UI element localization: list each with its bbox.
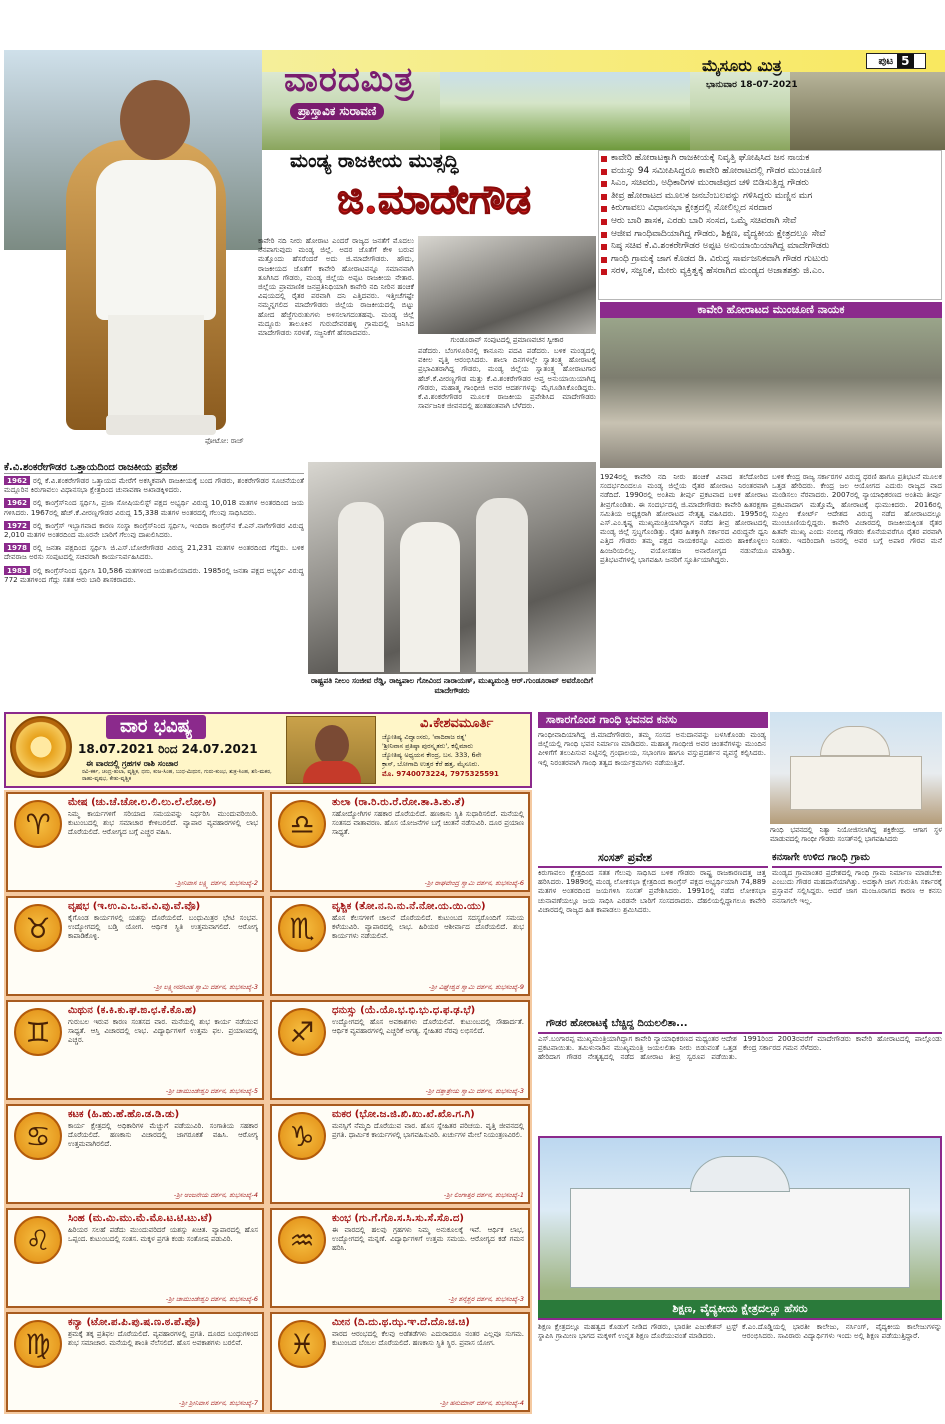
cauvery-col-2: ಬಳಿಕ ಕೇಂದ್ರ ರಾಜ್ಯ ಸರ್ಕಾರಗಳ ವಿರುದ್ಧ ಧರಣಿ ಹಾಗೂ ಪ್ರತಿಭಟನೆ ಮೂಲಕ ಒತ್ತಡ ಹೇರಿದರು. ಕೇಂದ್ರ ಜಲ ಆಯೋಗದ ಎದುರು ರಾಜ್ಯದ ವಾದ ಮಂಡಿಸಲು ನೆರವಾದರು. 2007ರಲ್ಲಿ ನ್ಯಾಯಾಧಿಕರಣದ ಅಂತಿಮ ತೀರ್ಪು ಪ್ರಕಟವಾದಾಗ ಮತ್ತೊಮ್ಮೆ ಹೋರಾಟಕ್ಕೆ ಧುಮುಕಿದರು. 2016ರಲ್ಲಿ ಸುಪ್ರೀಂ ಕೋರ್ಟ್ ಆದೇಶದ ವಿರುದ್ಧ ನಡೆದ ಹೋರಾಟದಲ್ಲೂ ಮುಂಚೂಣಿಯಲ್ಲಿದ್ದರು. ಕಾವೇರಿ ವಿಚಾರದಲ್ಲಿ ರಾಜಕೀಯಕ್ಕಿಂತ ರೈತರ ಹಿತವೇ ಮುಖ್ಯ ಎಂದು ನಂಬಿದ್ದ ಗೌಡರು ಕೊನೆಯವರೆಗೂ ರೈತರ ಪರವಾಗಿ ನಿಂತರು. ಇದರಿಂದಾಗಿ ಜನರಲ್ಲಿ ಅವರ ಬಗ್ಗೆ ಅಪಾರ ಗೌರವ ಮನೆ ಮಾಡಿತ್ತು.: [772, 472, 942, 555]
rasi-remedy: -ಶ್ರೀ ಶ್ರೀನಿವಾಸ ದರ್ಶನ, ಶುಭಸಂಖ್ಯೆ-7: [178, 1399, 258, 1407]
rasi-remedy: -ಶ್ರೀ ಹನುಮಾನ್ ದರ್ಶನ, ಶುಭಸಂಖ್ಯೆ-4: [439, 1399, 524, 1407]
horoscope-dates: 18.07.2021 ರಿಂದ 24.07.2021: [78, 742, 258, 756]
rasi-name: ವೃಷಭ (ಇ.ಉ.ಎ.ಒ.ವ.ವಿ.ವು.ವೆ.ವೊ): [68, 901, 201, 912]
sagittarius-icon: ♐: [278, 1008, 326, 1056]
libra-icon: ♎: [278, 800, 326, 848]
rasi-text: ಕಾರ್ಯ ಕ್ಷೇತ್ರದಲ್ಲಿ ಅಧಿಕಾರಿಗಳ ಮೆಚ್ಚುಗೆ ಪಡೆಯುವಿರಿ. ಸಂಗಾತಿಯ ಸಹಕಾರ ದೊರೆಯಲಿದೆ. ಹಣಕಾಸು ವಿಚಾರದಲ್ಲಿ ಜಾಗರೂಕತೆ ವಹಿಸಿ. ಆರೋಗ್ಯ ಉತ್ತಮವಾಗಿರಲಿದೆ.: [68, 1122, 258, 1148]
presidential-photo: [308, 462, 596, 674]
entry-title: ಕೆ.ವಿ.ಶಂಕರೇಗೌಡರ ಒತ್ತಾಯದಿಂದ ರಾಜಕೀಯ ಪ್ರವೇಶ: [4, 462, 304, 474]
astrologer-phone: ಮೊ. 9740073224, 7975325591: [382, 770, 499, 778]
timeline-year: 1983: [4, 566, 30, 575]
protest-photo: [600, 318, 942, 468]
taurus-icon: ♉: [14, 904, 62, 952]
rasi-remedy: -ಶ್ರೀ ರಾಘವೇಂದ್ರ ಸ್ವಾಮಿ ದರ್ಶನ, ಶುಭಸಂಖ್ಯೆ-6: [424, 879, 524, 887]
page-label-box: [866, 53, 926, 69]
rasi-remedy: -ಶ್ರೀ ಲಿಂಗಾತ್ತರ ದರ್ಶನ, ಶುಭಸಂಖ್ಯೆ-1: [443, 1191, 524, 1199]
scorpio-icon: ♏: [278, 904, 326, 952]
timeline-year: 1978: [4, 543, 30, 552]
capricorn-icon: ♑: [278, 1112, 326, 1160]
cancer-icon: ♋: [14, 1112, 62, 1160]
rasi-dhanu: [270, 1000, 530, 1100]
gandhi-body: ಗಾಂಧೀವಾದಿಯಾಗಿದ್ದ ಜಿ.ಮಾದೇಗೌಡರು, ತಮ್ಮ ಸಂಸದ ಅನುದಾನವನ್ನು ಬಳಸಿಕೊಂಡು ಮಂಡ್ಯ ಜಿಲ್ಲೆಯಲ್ಲಿ ಗಾಂಧಿ ಭವನ ನಿರ್ಮಾಣ ಮಾಡಿದರು. ಮಹಾತ್ಮ ಗಾಂಧೀಜಿ ಅವರ ಚಿಂತನೆಗಳನ್ನು ಮುಂದಿನ ಪೀಳಿಗೆಗೆ ತಲುಪಿಸುವ ನಿಟ್ಟಿನಲ್ಲಿ ಗ್ರಂಥಾಲಯ, ಸಭಾಂಗಣ ಹಾಗೂ ವಸ್ತುಪ್ರದರ್ಶನ ವ್ಯವಸ್ಥೆ ಕಲ್ಪಿಸಿದರು. ಇಲ್ಲಿ ನಿರಂತರವಾಗಿ ಗಾಂಧಿ ತತ್ವದ ಕಾರ್ಯಕ್ರಮಗಳು ನಡೆಯುತ್ತಿವೆ.: [538, 730, 766, 767]
gandhigrama-title: ಕನಸಾಗೇ ಉಳಿದ ಗಾಂಧಿ ಗ್ರಾಮ: [772, 850, 942, 868]
rasi-simha: [6, 1208, 264, 1308]
education-col-1: ಶಿಕ್ಷಣ ಕ್ಷೇತ್ರದಲ್ಲೂ ಮಹತ್ವದ ಕೊಡುಗೆ ನೀಡಿದ ಗೌಡರು, ಭಾರತೀ ಎಜುಕೇಶನ್ ಟ್ರಸ್ಟ್ ಸ್ಥಾಪಿಸಿ ಗ್ರಾಮೀಣ ಭಾಗದ ಮಕ್ಕಳಿಗೆ ಉನ್ನತ ಶಿಕ್ಷಣ ದೊರೆಯುವಂತೆ ಮಾಡಿದರು.: [538, 1322, 738, 1341]
rasi-vrishabha: [6, 896, 264, 996]
rasi-text: ಗುರುಬಲ ಇರುವ ಕಾರಣ ಸಂತಸದ ವಾರ. ಮನೆಯಲ್ಲಿ ಶುಭ ಕಾರ್ಯ ನಡೆಯುವ ಸಾಧ್ಯತೆ. ಆಸ್ತಿ ವಿಚಾರದಲ್ಲಿ ಲಾಭ. ವಿದ್ಯಾರ್ಥಿಗಳಿಗೆ ಉತ್ತಮ ಫಲ. ಪ್ರಯಾಣದಲ್ಲಿ ಎಚ್ಚರ.: [68, 1018, 258, 1044]
rasi-kumbha: [270, 1208, 530, 1308]
rasi-remedy: -ಶ್ರೀ ಲಕ್ಷ್ಮೀನರಸಿಂಹ ಸ್ವಾಮಿ ದರ್ಶನ, ಶುಭಸಂಖ್ಯೆ-3: [153, 983, 258, 991]
rasi-name: ಕನ್ಯಾ (ಟೋ.ಪ.ಪಿ.ಪು.ಷ.ಣ.ಠ.ಪೆ.ಪೊ): [68, 1317, 201, 1328]
highlight-item: ನಿಷ್ಠ ಸಚಿವ ಕೆ.ವಿ.ಶಂಕರೇಗೌಡರ ಅಪ್ಪಟ ಅನುಯಾಯಿಯಾಗಿದ್ದ ಮಾದೇಗೌಡರು: [599, 240, 941, 253]
rasi-name: ಸಿಂಹ (ಮ.ಮಿ.ಮು.ಮೆ.ಮೊ.ಟ.ಟಿ.ಟು.ಟೆ): [68, 1213, 213, 1224]
rasi-text: ಈ ವಾರದಲ್ಲಿ ಹಲವು ಗ್ರಹಗಳು ನಿಮ್ಮ ಅನುಕೂಲಕ್ಕೆ ಇವೆ. ಆರ್ಥಿಕ ಲಾಭ, ಉದ್ಯೋಗದಲ್ಲಿ ಮನ್ನಣೆ. ವಿದ್ಯಾರ್ಥಿಗಳಿಗೆ ಉತ್ತಮ ಸಮಯ. ಆರೋಗ್ಯದ ಕಡೆ ಗಮನ ಹರಿಸಿ.: [332, 1226, 524, 1252]
rasi-name: ಮೇಷ (ಚು.ಚೆ.ಚೋ.ಲ.ಲಿ.ಲು.ಲೆ.ಲೋ.ಅ): [68, 797, 217, 808]
rasi-remedy: -ಶ್ರೀ ದತ್ತಾತ್ರೇಯ ಸ್ವಾಮಿ ದರ್ಶನ, ಶುಭಸಂಖ್ಯೆ-3: [425, 1087, 524, 1095]
leo-icon: ♌: [14, 1216, 62, 1264]
horoscope-sub: ಈ ವಾರದಲ್ಲಿ ಗ್ರಹಗಳ ರಾಶಿ ಸಂಚಾರ: [86, 759, 179, 768]
highlight-item: ತೀವ್ರ ಹೋರಾಟದ ಮೂಲಕ ಜನಬೆಂಬಲವನ್ನು ಗಳಿಸಿದ್ದರು ಮಣ್ಣಿನ ಮಗ: [599, 190, 941, 203]
feature-kicker: ಮಂಡ್ಯ ರಾಜಕೀಯ ಮುತ್ಸದ್ಧಿ: [290, 150, 459, 172]
rasi-name: ತುಲಾ (ರಾ.ರಿ.ರು.ರೆ.ರೋ.ತಾ.ತಿ.ತು.ತೆ): [332, 797, 466, 808]
highlight-item: ಆಜೀವ ಗಾಂಧಿವಾದಿಯಾಗಿದ್ದ ಗೌಡರು, ಶಿಕ್ಷಣ, ವೈದ್ಯಕೀಯ ಕ್ಷೇತ್ರದಲ್ಲೂ ಸೇವೆ: [599, 228, 941, 241]
rasi-tula: [270, 792, 530, 892]
pisces-icon: ♓: [278, 1320, 326, 1368]
rasi-vrishchika: [270, 896, 530, 996]
astrologer-line1: ಜ್ಯೋತಿಷ್ಯ ವಿದ್ವಾಂಸರು, 'ವಾದಿರಾಜ ರತ್ನ': [382, 733, 467, 741]
timeline-item: 1983 ರಲ್ಲಿ ಕಾಂಗ್ರೆಸ್‌ನಿಂದ ಸ್ಪರ್ಧಿಸಿ 10,586 ಮತಗಳಿಂದ ಜಯಶಾಲಿಯಾದರು. 1985ರಲ್ಲಿ ಜನತಾ ಪಕ್ಷದ ಅಭ್ಯರ್ಥಿ ವಿರುದ್ಧ 772 ಮತಗಳಿಂದ ಗೆದ್ದು ಸತತ ಆರು ಬಾರಿ ಶಾಸಕರಾದರು.: [4, 565, 304, 584]
rasi-remedy: -ಶ್ರೀ ವಿಘ್ನೇಶ್ವರ ಸ್ವಾಮಿ ದರ್ಶನ, ಶುಭಸಂಖ್ಯೆ-9: [428, 983, 524, 991]
astrologer-name: ವಿ.ಕೇಶವಮೂರ್ತಿ: [420, 716, 494, 731]
oath-photo: [418, 236, 596, 334]
rasi-name: ಧನುಸ್ಸು (ಯೆ.ಯೊ.ಭ.ಭಿ.ಭು.ಧ.ಫ.ಢ.ಭೆ): [332, 1005, 476, 1016]
rasi-kataka: [6, 1104, 264, 1204]
rasi-text: ಕೈಗೊಂಡ ಕಾರ್ಯಗಳಲ್ಲಿ ಯಶಸ್ಸು ದೊರೆಯಲಿದೆ. ಬಂಧುಮಿತ್ರರ ಭೇಟಿ ಸಂಭವ. ಉದ್ಯೋಗದಲ್ಲಿ ಬಡ್ತಿ ಯೋಗ. ಆರ್ಥಿಕ ಸ್ಥಿತಿ ಉತ್ತಮವಾಗಲಿದೆ. ಆರೋಗ್ಯ ಕಾಪಾಡಿಕೊಳ್ಳಿ.: [68, 914, 258, 940]
feature-body-1: ಕಾವೇರಿ ನದಿ ನೀರು ಹೋರಾಟ ಎಂದರೆ ರಾಜ್ಯದ ಜನತೆಗೆ ಮೊದಲು ನೆನಪಾಗುವುದು ಮಂಡ್ಯ ಜಿಲ್ಲೆ. ಅದರ ಜೊತೆಗೆ ಕೇಳಿ ಬರುವ ಮತ್ತೊಂದು ಹೆಸರೆಂದರೆ ಅದು ಜಿ.ಮಾದೇಗೌಡರು. ಹೌದು, ರಾಜಕೀಯದ ಜೊತೆಗೆ ಕಾವೇರಿ ಹೋರಾಟವನ್ನೂ ಸಮಾನವಾಗಿ ತೂಗಿಸಿದ ಗೌಡರು, ಮಂಡ್ಯ ಜಿಲ್ಲೆಯ ಅಪ್ಪಟ ರಾಜಕೀಯ ನೇತಾರ. ಜಿಲ್ಲೆಯ ಪ್ರಾಮಾಣಿಕ ಜನಪ್ರತಿನಿಧಿಯಾಗಿ ಕಾವೇರಿ ನದಿ ನೀರಿನ ಹಂಚಿಕೆ ವಿಷಯದಲ್ಲಿ ರೈತರ ಪರವಾಗಿ ದನಿ ಎತ್ತಿದವರು. ಇತ್ತೀಚೆಗಷ್ಟೇ ನಮ್ಮನ್ನಗಲಿದ ಮಾದೇಗೌಡರು ಜಿಲ್ಲೆಯ ರಾಜಕೀಯದಲ್ಲಿ ಬಿಟ್ಟು ಹೋದ ಹೆಜ್ಜೆಗುರುತುಗಳು ಅಳಿಸಲಾಗದಂತಹವು. ಮಂಡ್ಯ ಜಿಲ್ಲೆ ಮದ್ದೂರು ತಾಲೂಕಿನ ಗುರುದೇವರಹಳ್ಳಿ ಗ್ರಾಮದಲ್ಲಿ ಜನಿಸಿದ ಮಾದೇಗೌಡರು ಸರಳತೆ, ಸಜ್ಜನಿಕೆಗೆ ಹೆಸರಾದವರು.: [258, 236, 414, 338]
gemini-icon: ♊: [14, 1008, 62, 1056]
rasi-name: ಮಿಥುನ (ಕ.ಕಿ.ಕು.ಘ.ಙ.ಛ.ಕೆ.ಕೊ.ಹ): [68, 1005, 197, 1016]
horoscope-planets: ರವಿ-ಕರ್ಕ, ಚಂದ್ರ-ತುಲಾ, ವೃಶ್ಚಿಕ, ಧನು, ಕುಜ-ಸಿಂಹ, ಬುಧ-ಮಿಥುನ, ಗುರು-ಕುಂಭ, ಶುಕ್ರ-ಸಿಂಹ, ಶನಿ-ಮಕರ, ರಾಹು-ವೃಷಭ, ಕೇತು-ವೃಶ್ಚಿಕ: [82, 769, 272, 782]
hora-title: ಗೌಡರ ಹೋರಾಟಕ್ಕೆ ಬೆಚ್ಚಿದ್ದ ದಿಯಲಲಿತಾ...: [538, 1016, 942, 1034]
timeline-year: 1962: [4, 498, 30, 507]
rasi-name: ಕುಂಭ (ಗು.ಗೆ.ಗೊ.ಸ.ಸಿ.ಸು.ಸೆ.ಸೊ.ದ): [332, 1213, 464, 1224]
astrologer-line3: ಜ್ಯೋತಿಷ್ಯ ಅಧ್ಯಯನ ಕೇಂದ್ರ, ಬಸ. 333, 6ನೇ: [382, 751, 482, 759]
timeline-item: 1972 ರಲ್ಲಿ ಕಾಂಗ್ರೆಸ್ ಇಬ್ಭಾಗವಾದ ಕಾರಣ ಸಂಸ್ಥಾ ಕಾಂಗ್ರೆಸ್‌ನಿಂದ ಸ್ಪರ್ಧಿಸಿ, ಇಂದಿರಾ ಕಾಂಗ್ರೆಸ್‌ನ ಕೆ.ಎನ್.ನಾಗೇಗೌಡರ ವಿರುದ್ಧ 2,010 ಮತಗಳ ಅಂತರದಿಂದ ಮೂರನೇ ಬಾರಿಗೆ ಗೆಲುವು ದಾಖಲಿಸಿದರು.: [4, 520, 304, 540]
highlights-box: [598, 150, 942, 300]
zodiac-wheel-icon: [10, 716, 72, 778]
education-caption: ಶಿಕ್ಷಣ, ವೈದ್ಯಕೀಯ ಕ್ಷೇತ್ರದಲ್ಲೂ ಹೆಸರು: [538, 1300, 942, 1318]
timeline-year: 1972: [4, 521, 30, 530]
highlight-item: ಗಾಂಧಿ ಗ್ರಾಮಕ್ಕೆ ಜಾಗ ಕೊಡದ ಡಿ. ವಿರುದ್ಧ ಸಾರ್ವಜನಿಕವಾಗಿ ಗೌಡರ ಗುಟುರು: [599, 253, 941, 266]
gandhi-caption: ಗಾಂಧಿ ಭವನದಲ್ಲಿ ನಿತ್ಯಾ ನಿಯೋಜಿಸಲಾಗಿದ್ದ ಶಕ್ತಿಕೇಂದ್ರ. ಆಗಾಗ ಸ್ಥಳ ಮಾಡುವದಲ್ಲಿ ಗಾಂಧೀ ಗೌಡರು ಸಂಸತ್‌ನಲ್ಲಿ ಭಾಗವಹಿಸಿದರು: [770, 826, 942, 844]
gandhigrama-body: ಮಂಡ್ಯದ ಗ್ರಾಮಾಂತರ ಪ್ರದೇಶದಲ್ಲಿ ಗಾಂಧಿ ಗ್ರಾಮ ನಿರ್ಮಾಣ ಮಾಡಬೇಕು ಎಂಬುದು ಗೌಡರ ಮಹದಾಸೆಯಾಗಿತ್ತು. ಅದಕ್ಕಾಗಿ ಜಾಗ ಗುರುತಿಸಿ ಸರ್ಕಾರಕ್ಕೆ ಪ್ರಸ್ತಾವನೆ ಸಲ್ಲಿಸಿದ್ದರು. ಆದರೆ ಜಾಗ ಮಂಜೂರಾಗದ ಕಾರಣ ಆ ಕನಸು ನನಸಾಗಲೇ ಇಲ್ಲ.: [772, 868, 942, 905]
highlight-item: ಸರಳ, ಸಜ್ಜನಿಕೆ, ಮೇರು ವ್ಯಕ್ತಿತ್ವಕ್ಕೆ ಹೆಸರಾಗಿದ ಮಂಡ್ಯದ ಅಜಾತಶತ್ರು ಜಿ.ಎಂ.: [599, 265, 941, 278]
astrologer-photo: [286, 716, 376, 784]
rasi-remedy: -ಶ್ರೀ ಆಂಜನೇಯ ದರ್ಶನ, ಶುಭಸಂಖ್ಯೆ-4: [173, 1191, 258, 1199]
rasi-kanya: [6, 1312, 264, 1412]
rasi-mesha: [6, 792, 264, 892]
rasi-text: ಹಿರಿಯರ ಸಲಹೆ ಪಡೆದು ಮುಂದುವರಿದರೆ ಯಶಸ್ಸು ಖಚಿತ. ವ್ಯಾಪಾರದಲ್ಲಿ ಹೊಸ ಒಪ್ಪಂದ. ಕುಟುಂಬದಲ್ಲಿ ಸಂತಸ. ಮಕ್ಕಳ ಪ್ರಗತಿ ಕಂಡು ಸಂತೋಷ ಪಡುವಿರಿ.: [68, 1226, 258, 1243]
field-photo: [440, 72, 690, 150]
rasi-remedy: -ಶ್ರೀ ಚಾಮುಂಡೇಶ್ವರಿ ದರ್ಶನ, ಶುಭಸಂಖ್ಯೆ-5: [165, 1087, 258, 1095]
college-photo-frame: [538, 1136, 942, 1320]
gandhi-bhavan-photo: [770, 712, 942, 824]
hora-body: ಎಸ್.ಬಂಗಾರಪ್ಪ ಮುಖ್ಯಮಂತ್ರಿಯಾಗಿದ್ದಾಗ ಕಾವೇರಿ ನ್ಯಾಯಾಧಿಕರಣದ ಮಧ್ಯಂತರ ಆದೇಶ ಪ್ರಕಟವಾಯಿತು. ತಮಿಳುನಾಡಿನ ಮುಖ್ಯಮಂತ್ರಿ ಜಯಲಲಿತಾ ನೀರು ಬಿಡುವಂತೆ ಒತ್ತಡ ಹೇರಿದಾಗ ಗೌಡರ ನೇತೃತ್ವದಲ್ಲಿ ನಡೆದ ಹೋರಾಟ ತೀವ್ರ ಸ್ವರೂಪ ಪಡೆಯಿತು. 1991ರಿಂದ 2003ರವರೆಗೆ ಮಾದೇಗೌಡರು ಕಾವೇರಿ ಹೋರಾಟದಲ್ಲಿ ಪಾಲ್ಗೊಂಡು ಕೇಂದ್ರ ಸರ್ಕಾರದ ಗಮನ ಸೆಳೆದರು.: [538, 1034, 942, 1062]
rasi-text: ಸಹೋದ್ಯೋಗಿಗಳ ಸಹಕಾರ ದೊರೆಯಲಿದೆ. ಹಣಕಾಸು ಸ್ಥಿತಿ ಸುಧಾರಿಸಲಿದೆ. ಮನೆಯಲ್ಲಿ ಸಂತಸದ ವಾತಾವರಣ. ಹೊಸ ಯೋಜನೆಗಳ ಬಗ್ಗೆ ಚಿಂತನೆ ನಡೆಸುವಿರಿ. ದೂರ ಪ್ರಯಾಣ ಸಾಧ್ಯತೆ.: [332, 810, 524, 836]
horoscope-title: ವಾರ ಭವಿಷ್ಯ: [106, 715, 206, 739]
rasi-name: ವೃಶ್ಚಿಕ (ತೋ.ನ.ನಿ.ನು.ನೆ.ನೋ.ಯ.ಯಿ.ಯು): [332, 901, 486, 912]
rasi-remedy: -ಶ್ರೀ ಶನೈಶ್ಚರ ದರ್ಶನ, ಶುಭಸಂಖ್ಯೆ-3: [448, 1295, 524, 1303]
highlight-item: ಆರು ಬಾರಿ ಶಾಸಕ, ಎರಡು ಬಾರಿ ಸಂಸದ, ಒಮ್ಮೆ ಸಚಿವರಾಗಿ ಸೇವೆ: [599, 215, 941, 228]
rasi-text: ವಾರದ ಆರಂಭದಲ್ಲಿ ಕೆಲವು ಅಡೆತಡೆಗಳು ಎದುರಾದರೂ ನಂತರ ಎಲ್ಲವೂ ಸುಗಮ. ಕುಟುಂಬದ ಬೆಂಬಲ ದೊರೆಯಲಿದೆ. ಹಣಕಾಸು ಸ್ಥಿತಿ ಸ್ಥಿರ. ಪ್ರವಾಸ ಯೋಗ.: [332, 1330, 524, 1347]
feature-name: ಜಿ.ಮಾದೇಗೌಡ: [337, 176, 531, 223]
timeline-item: 1962 ರಲ್ಲಿ ಕಾಂಗ್ರೆಸ್‌ನಿಂದ ಸ್ಪರ್ಧಿಸಿ, ಪ್ರಜಾ ಸೋಷಿಯಲಿಸ್ಟ್ ಪಕ್ಷದ ಅಭ್ಯರ್ಥಿ ವಿರುದ್ಧ 10,018 ಮತಗಳ ಅಂತರದಿಂದ ಜಯ ಗಳಿಸಿದರು. 1967ರಲ್ಲಿ ಹೆಚ್.ಕೆ.ವೀರಣ್ಣಗೌಡರ ವಿರುದ್ಧ 15,338 ಮತಗಳ ಅಂತರದಲ್ಲಿ ಗೆಲುವು ಸಾಧಿಸಿದರು.: [4, 498, 304, 517]
virgo-icon: ♍: [14, 1320, 62, 1368]
page-label: ಪುಟ: [878, 55, 894, 67]
rasi-remedy: -ಶ್ರೀ ಚಾಮುಂಡೇಶ್ವರಿ ದರ್ಶನ, ಶುಭಸಂಖ್ಯೆ-6: [165, 1295, 258, 1303]
rasi-remedy: -ಶ್ರೀನಿವಾಸ ಲಕ್ಷ್ಮಿ ದರ್ಶನ, ಶುಭಸಂಖ್ಯೆ-2: [174, 879, 258, 887]
page-number: 5: [897, 54, 913, 68]
presidential-photo-caption: ರಾಷ್ಟ್ರಪತಿ ನೀಲಂ ಸಂಜೀವ ರೆಡ್ಡಿ, ರಾಜ್ಯಪಾಲ ಗೋವಿಂದ ನಾರಾಯಣ್, ಮುಖ್ಯಮಂತ್ರಿ ಆರ್.ಗುಂಡೂರಾವ್ ಅವರೊಂದಿಗೆ ಮಾದೇಗೌಡರು: [311, 676, 593, 695]
bullock-cart-photo: [790, 72, 945, 150]
highlight-item: ಕಿರುಗಾವಲು ವಿಧಾನಸಭಾ ಕ್ಷೇತ್ರದಲ್ಲಿ ಸೋಲಿಲ್ಲದ ಸರದಾರ: [599, 202, 941, 215]
cauvery-title: ಕಾವೇರಿ ಹೋರಾಟದ ಮುಂಚೂಣಿ ನಾಯಕ: [600, 302, 942, 318]
astrologer-line4: ಕ್ರಾಸ್, ಬೋಗಾದಿ ಉತ್ತರ ಕೆರೆ ಹತ್ತ, ಮೈಸೂರು.: [382, 760, 480, 768]
timeline: [4, 476, 304, 708]
aquarius-icon: ♒: [278, 1216, 326, 1264]
rasi-text: ಹೊಸ ಕೆಲಸಗಳಿಗೆ ಚಾಲನೆ ದೊರೆಯಲಿದೆ. ಕುಟುಂಬದ ಸದಸ್ಯರೊಂದಿಗೆ ಸಮಯ ಕಳೆಯುವಿರಿ. ವ್ಯಾಪಾರದಲ್ಲಿ ಲಾಭ. ಹಿರಿಯರ ಆಶೀರ್ವಾದ ದೊರೆಯಲಿದೆ. ಶುಭ ಕಾರ್ಯಗಳು ನಡೆಯಲಿವೆ.: [332, 914, 524, 940]
paper-name: ಮೈಸೂರು ಮಿತ್ರ: [702, 56, 782, 75]
rasi-text: ಶ್ರಮಕ್ಕೆ ತಕ್ಕ ಪ್ರತಿಫಲ ದೊರೆಯಲಿದೆ. ವ್ಯವಹಾರಗಳಲ್ಲಿ ಪ್ರಗತಿ. ದೂರದ ಬಂಧುಗಳಿಂದ ಶುಭ ಸಮಾಚಾರ. ಮನೆಯಲ್ಲಿ ಶಾಂತಿ ನೆಲೆಸಲಿದೆ. ಹೊಸ ಅವಕಾಶಗಳು ಬರಲಿವೆ.: [68, 1330, 258, 1347]
aries-icon: ♈: [14, 800, 62, 848]
highlight-item: ವಯಸ್ಸು 94 ಸಮೀಪಿಸಿದ್ದರೂ ಕಾವೇರಿ ಹೋರಾಟದಲ್ಲಿ ಗೌಡರ ಮುಂಚೂಣಿ: [599, 165, 941, 178]
masthead-logo-sub: ಪ್ರಾಸ್ತಾವಿಕ ಸುರಾವಣಿ: [290, 103, 384, 120]
cauvery-col-1: 1924ರಲ್ಲಿ ಕಾವೇರಿ ನದಿ ನೀರು ಹಂಚಿಕೆ ವಿವಾದ ತಲೆದೋರಿದ ಸಂದರ್ಭದಿಂದಲೂ ಮಂಡ್ಯ ಜಿಲ್ಲೆಯ ರೈತರ ಹೋರಾಟ ನಿರಂತರವಾಗಿ ನಡೆದಿದೆ. 1990ರಲ್ಲಿ ಅಂತಿಮ ತೀರ್ಪು ಪ್ರಕಟವಾದ ಬಳಿಕ ಹೋರಾಟ ತೀವ್ರಗೊಂಡಿತು. ಈ ಸಂದರ್ಭದಲ್ಲಿ ಜಿ.ಮಾದೇಗೌಡರು ಕಾವೇರಿ ಹಿತರಕ್ಷಣಾ ಸಮಿತಿಯ ಅಧ್ಯಕ್ಷರಾಗಿ ಹೋರಾಟದ ನೇತೃತ್ವ ವಹಿಸಿದರು. 1995ರಲ್ಲಿ ಎಸ್.ಎಂ.ಕೃಷ್ಣ ಮುಖ್ಯಮಂತ್ರಿಯಾಗಿದ್ದಾಗ ನಡೆದ ತೀವ್ರ ಹೋರಾಟದಲ್ಲಿ ಮಂಡ್ಯ ಜಿಲ್ಲೆ ಸ್ತಬ್ಧಗೊಂಡಿತ್ತು. ರೈತರ ಹಿತಕ್ಕಾಗಿ ಸರ್ಕಾರದ ವಿರುದ್ಧವೇ ಧ್ವನಿ ಎತ್ತಿದ ಗೌಡರು ತಮ್ಮ ಪಕ್ಷದ ನಾಯಕರನ್ನೂ ಎದುರು ಹಾಕಿಕೊಳ್ಳಲು ಹಿಂಜರಿಯಲಿಲ್ಲ. ವಯೋಸಹಜ ಅನಾರೋಗ್ಯದ ನಡುವೆಯೂ ಪ್ರತಿಭಟನೆಗಳಲ್ಲಿ ಭಾಗವಹಿಸಿ ಜನರಿಗೆ ಸ್ಫೂರ್ತಿಯಾಗಿದ್ದರು.: [600, 472, 768, 564]
education-col-2: ಕೆ.ಎಂ.ದೊಡ್ಡಿಯಲ್ಲಿ ಭಾರತೀ ಕಾಲೇಜು, ನರ್ಸಿಂಗ್, ವೈದ್ಯಕೀಯ ಕಾಲೇಜುಗಳನ್ನು ಆರಂಭಿಸಿದರು. ಸಾವಿರಾರು ವಿದ್ಯಾರ್ಥಿಗಳು ಇಂದು ಅಲ್ಲಿ ಶಿಕ್ಷಣ ಪಡೆಯುತ್ತಿದ್ದಾರೆ.: [742, 1322, 942, 1341]
timeline-item: 1978 ರಲ್ಲಿ ಜನತಾ ಪಕ್ಷದಿಂದ ಸ್ಪರ್ಧಿಸಿ ಜಿ.ಎಸ್.ಬೋರೇಗೌಡರ ವಿರುದ್ಧ 21,231 ಮತಗಳ ಅಂತರದಿಂದ ಗೆದ್ದರು. ಬಳಿಕ ದೇವರಾಜ ಅರಸು ಸಂಪುಟದಲ್ಲಿ ಸಚಿವರಾಗಿ ಕಾರ್ಯನಿರ್ವಹಿಸಿದರು.: [4, 543, 304, 562]
rasi-name: ಮೀನ (ದಿ.ದು.ಥ.ಝ.ಞ.ದೆ.ದೊ.ಚ.ಚಿ): [332, 1317, 470, 1328]
photo-credit: ಫೋಟೋ: ರಾಜ್: [205, 437, 244, 445]
feature-body-2: ಪಡೆದರು. ಬೆಂಗಳೂರಿನಲ್ಲಿ ಕಾನೂನು ಪದವಿ ಪಡೆದರು. ಬಳಿಕ ಮಂಡ್ಯದಲ್ಲಿ ವಕೀಲ ವೃತ್ತಿ ಆರಂಭಿಸಿದರು. ಶಾಲಾ ದಿನಗಳಲ್ಲೇ ಸ್ವಾತಂತ್ರ್ಯ ಹೋರಾಟಕ್ಕೆ ಪ್ರಭಾವಿತರಾಗಿದ್ದ ಗೌಡರು, ಮಂಡ್ಯ ಜಿಲ್ಲೆಯ ಸ್ವಾತಂತ್ರ್ಯ ಹೋರಾಟಗಾರ ಹೆಚ್.ಕೆ.ವೀರಣ್ಣಗೌಡ ಮತ್ತು ಕೆ.ವಿ.ಶಂಕರೇಗೌಡರ ಆಪ್ತ ಅನುಯಾಯಿಯಾಗಿದ್ದ ಗೌಡರು, ಮಹಾತ್ಮ ಗಾಂಧೀಜಿ ಅವರ ಆದರ್ಶಗಳನ್ನು ಮೈಗೂಡಿಸಿಕೊಂಡಿದ್ದರು. ಕೆ.ವಿ.ಶಂಕರೇಗೌಡರ ಮೂಲಕ ರಾಜಕೀಯ ಪ್ರವೇಶಿಸಿದ ಮಾದೇಗೌಡರು ಸಾರ್ವಜನಿಕ ಜೀವನದಲ್ಲಿ ಹಂತಹಂತವಾಗಿ ಬೆಳೆದರು.: [418, 346, 596, 411]
rasi-text: ನಿಮ್ಮ ಕಾರ್ಯಗಳಿಗೆ ಸರಿಯಾದ ಸಮಯವನ್ನು ನಿರ್ಧರಿಸಿ ಮುಂದುವರಿಯಿರಿ. ಕುಟುಂಬದಲ್ಲಿ ಶುಭ ಸಮಾಚಾರ ಕೇಳಿಬರಲಿದೆ. ವ್ಯಾಪಾರ ವ್ಯವಹಾರಗಳಲ್ಲಿ ಲಾಭ ದೊರೆಯಲಿದೆ. ಆರೋಗ್ಯದ ಬಗ್ಗೆ ಎಚ್ಚರ ವಹಿಸಿ.: [68, 810, 258, 836]
sansad-title: ಸಂಸತ್ ಪ್ರವೇಶ: [538, 850, 768, 868]
timeline-item: 1962 ರಲ್ಲಿ ಕೆ.ವಿ.ಶಂಕರೇಗೌಡರ ಒತ್ತಾಯದ ಮೇರೆಗೆ ಅಕಸ್ಮಿಕವಾಗಿ ರಾಜಕೀಯಕ್ಕೆ ಬಂದ ಗೌಡರು, ಶಂಕರೇಗೌಡರ ಸೂಚನೆಯಂತೆ ಮದ್ದೂರಿನ ಕಿರುಗಾವಲು ವಿಧಾನಸಭಾ ಕ್ಷೇತ್ರದಿಂದ ಚುನಾವಣಾ ಅಖಾಡಕ್ಕಿಳಿದರು.: [4, 476, 304, 495]
oath-photo-caption: ಗುಂಡೂರಾವ್ ಸಂಪುಟದಲ್ಲಿ ಪ್ರಮಾಣವಚನ ಸ್ವೀಕಾರ: [450, 336, 564, 344]
masthead-logo: ವಾರದಮಿತ್ರ: [284, 60, 415, 100]
highlight-item: ಕಾವೇರಿ ಹೋರಾಟಕ್ಕಾಗಿ ರಾಜಕೀಯಕ್ಕೆ ನಿವೃತ್ತಿ ಘೋಷಿಸಿದ ಜನ ನಾಯಕ: [599, 152, 941, 165]
highlight-item: ಸಿಎಂ, ಸಚಿವರು, ಅಧಿಕಾರಿಗಳ ಮುರಾಜಿವುದ ಚಳಿ ಬಿಡಿಸುತ್ತಿದ್ದ ಗೌಡರು: [599, 177, 941, 190]
rasi-text: ಮನಸ್ಸಿಗೆ ನೆಮ್ಮದಿ ದೊರೆಯುವ ವಾರ. ಹೊಸ ಸ್ನೇಹಿತರ ಪರಿಚಯ. ವೃತ್ತಿ ಜೀವನದಲ್ಲಿ ಪ್ರಗತಿ. ಧಾರ್ಮಿಕ ಕಾರ್ಯಗಳಲ್ಲಿ ಭಾಗವಹಿಸುವಿರಿ. ಖರ್ಚುಗಳ ಮೇಲೆ ನಿಯಂತ್ರಣವಿರಲಿ.: [332, 1122, 524, 1139]
rasi-name: ಮಕರ (ಭೋ.ಜ.ಜಿ.ಖಿ.ಖು.ಖೆ.ಖೊ.ಗ.ಗಿ): [332, 1109, 475, 1120]
masthead-date: ಭಾನುವಾರ 18-07-2021: [706, 80, 798, 90]
rasi-meena: [270, 1312, 530, 1412]
portrait-photo: [50, 70, 270, 450]
timeline-year: 1962: [4, 476, 30, 485]
rasi-name: ಕಟಕ (ಹಿ.ಹು.ಹೆ.ಹೊ.ಡ.ಡಿ.ಡು): [68, 1109, 180, 1120]
sansad-body: ಕಿರುಗಾವಲು ಕ್ಷೇತ್ರದಿಂದ ಸತತ ಗೆಲುವು ಸಾಧಿಸಿದ ಬಳಿಕ ಗೌಡರು ರಾಷ್ಟ್ರ ರಾಜಕಾರಣದತ್ತ ಚಿತ್ತ ಹರಿಸಿದರು. 1989ರಲ್ಲಿ ಮಂಡ್ಯ ಲೋಕಸಭಾ ಕ್ಷೇತ್ರದಿಂದ ಕಾಂಗ್ರೆಸ್ ಪಕ್ಷದ ಅಭ್ಯರ್ಥಿಯಾಗಿ 74,889 ಮತಗಳ ಅಂತರದಿಂದ ಜಯಗಳಿಸಿ ಸಂಸತ್ ಪ್ರವೇಶಿಸಿದರು. 1991ರಲ್ಲಿ ನಡೆದ ಲೋಕಸಭಾ ಚುನಾವಣೆಯಲ್ಲೂ ಜಯ ಸಾಧಿಸಿ ಎರಡನೇ ಬಾರಿಗೆ ಸಂಸದರಾದರು. ದೆಹಲಿಯಲ್ಲಿದ್ದಾಗಲೂ ಕಾವೇರಿ ವಿಚಾರದಲ್ಲಿ ರಾಜ್ಯದ ಹಿತ ಕಾಪಾಡಲು ಶ್ರಮಿಸಿದರು.: [538, 868, 766, 914]
gandhi-title: ಸಾಕಾರಗೊಂಡ ಗಾಂಧಿ ಭವನದ ಕನಸು: [538, 712, 768, 728]
astrologer-line2: 'ಶ್ರೀನಿವಾಸ ಪ್ರತಿಷ್ಠಾ ಪುರಸ್ಕೃತರು', ಕಲ್ಲಿಮಾರು: [382, 742, 474, 750]
rasi-mithuna: [6, 1000, 264, 1100]
rasi-text: ಉದ್ಯೋಗದಲ್ಲಿ ಹೊಸ ಅವಕಾಶಗಳು ದೊರೆಯಲಿವೆ. ಕುಟುಂಬದಲ್ಲಿ ಸೌಹಾರ್ದತೆ. ಆರ್ಥಿಕ ವ್ಯವಹಾರಗಳಲ್ಲಿ ಎಚ್ಚರಿಕೆ ಅಗತ್ಯ. ಸ್ನೇಹಿತರ ನೆರವು ಲಭಿಸಲಿದೆ.: [332, 1018, 524, 1035]
rasi-makara: [270, 1104, 530, 1204]
